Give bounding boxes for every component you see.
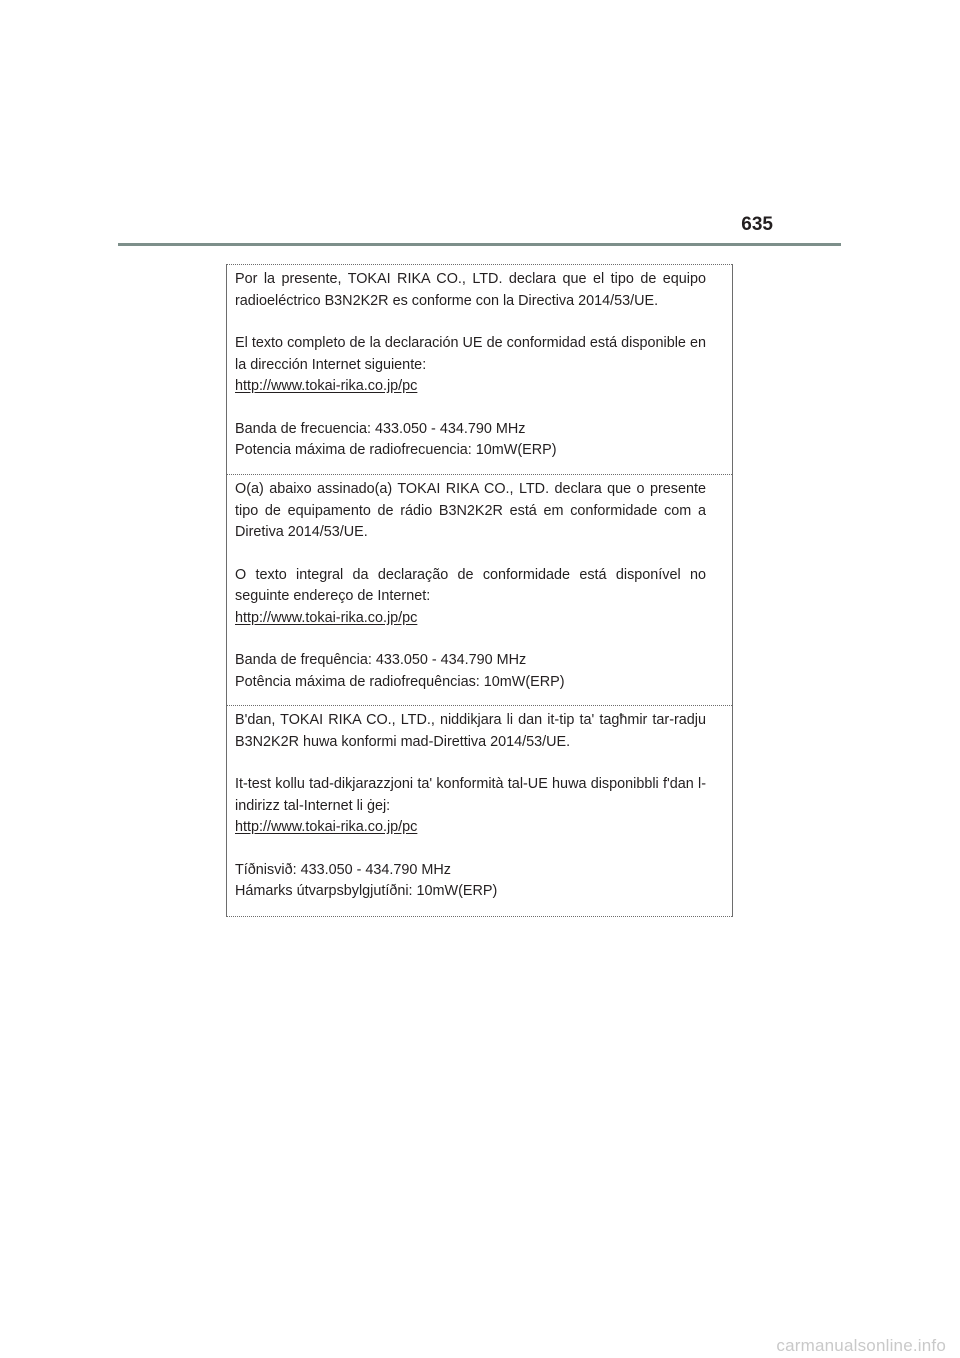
max-power-text: Hámarks útvarpsbylgjutíðni: 10mW(ERP) [235, 883, 498, 899]
max-power-text: Potencia máxima de radiofrecuencia: 10mW(ERP) [235, 442, 557, 458]
page-number: 635 [741, 214, 773, 235]
declaration-link[interactable]: http://www.tokai-rika.co.jp/pc [235, 609, 418, 626]
declaration-box [226, 264, 733, 917]
frequency-band-text: Banda de frequência: 433.050 - 434.790 MHz [235, 652, 527, 668]
declaration-section-maltese [227, 706, 732, 917]
declaration-link[interactable]: http://www.tokai-rika.co.jp/pc [235, 378, 418, 394]
declaration-text: Por la presente, TOKAI RIKA CO., LTD. declara que el tipo de equipo radioeléctrico B3N2K2R es conforme con la Directiva 2014/53/UE. [235, 271, 706, 309]
declaration-text: O(a) abaixo assinado(a) TOKAI RIKA CO., LTD. declara que o presente tipo de equipamento de rádio B3N2K2R está em conformidade com a Diretiva 2014/53/UE. [235, 481, 706, 540]
availability-text: O texto integral da declaração de conformidade está disponível no seguinte endereço de Internet: [235, 566, 706, 604]
availability-text: El texto completo de la declaración UE de conformidad está disponible en la dirección Internet siguiente: [235, 335, 706, 373]
header-rule [118, 243, 841, 246]
declaration-section-spanish [227, 265, 732, 475]
declaration-section-portuguese [227, 475, 732, 706]
max-power-text: Potência máxima de radiofrequências: 10mW(ERP) [235, 673, 565, 690]
declaration-link[interactable]: http://www.tokai-rika.co.jp/pc [235, 819, 418, 835]
frequency-band-text: Banda de frecuencia: 433.050 - 434.790 MHz [235, 420, 526, 437]
frequency-band-text: Tíðnisvið: 433.050 - 434.790 MHz [235, 861, 451, 878]
availability-text: It-test kollu tad-dikjarazzjoni ta' konformità tal-UE huwa disponibbli f'dan l-indirizz tal-Internet li ġej: [235, 776, 706, 814]
watermark: carmanualsonline.info [776, 1336, 946, 1355]
declaration-text: B'dan, TOKAI RIKA CO., LTD., niddikjara li dan it-tip ta' tagħmir tar-radju B3N2K2R huwa konformi mad-Direttiva 2014/53/UE. [235, 712, 706, 750]
